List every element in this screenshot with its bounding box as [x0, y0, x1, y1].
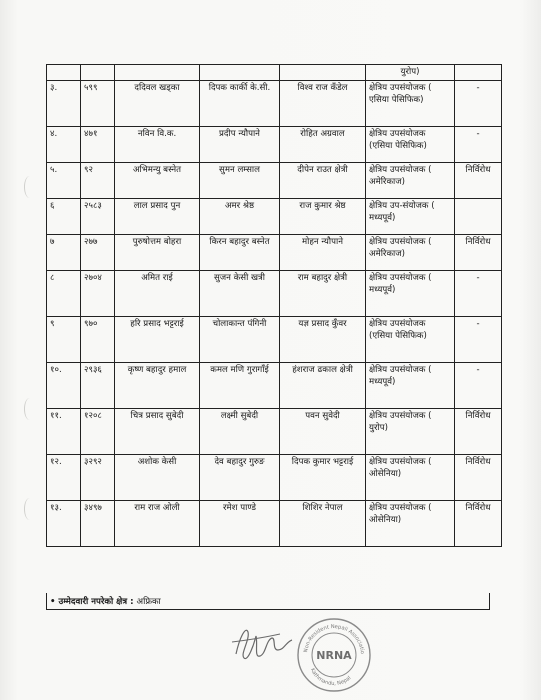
table-row	[47, 81, 502, 127]
cell-candidate-name: राम राज ओली	[115, 501, 200, 547]
cell-candidate-name: हरि प्रसाद भट्टराई	[115, 317, 200, 363]
table-row	[47, 163, 502, 199]
cell-seconder: पवन सुवेदी	[280, 409, 366, 455]
cell-proposer: चोलाकान्त पंगिनी	[200, 317, 280, 363]
cell-proposer: लक्ष्मी सुबेदी	[200, 409, 280, 455]
cell-serial: ११.	[47, 409, 81, 455]
cell-candidate-name: लाल प्रसाद पुन	[115, 199, 200, 235]
cell-position: क्षेत्रिय उपसंयोजक ( मध्यपूर्व)	[366, 363, 455, 409]
cell-member-id: ३२९२	[81, 455, 115, 501]
cell-status	[455, 199, 502, 235]
footnote	[46, 593, 490, 610]
cell-position: क्षेत्रिय उपसंयोजक ( अमेरिकाज)	[366, 163, 455, 199]
cell-member-id: २५८३	[81, 199, 115, 235]
cell-seconder: विश्व राज कँडेल	[280, 81, 366, 127]
cell-member-id: २७०४	[81, 271, 115, 317]
cell-member-id: ९७०	[81, 317, 115, 363]
cell-candidate-name: चित्र प्रसाद सुबेदी	[115, 409, 200, 455]
cell-candidate-name: ददिवल खड्का	[115, 81, 200, 127]
cell-member-id: ५९९	[81, 81, 115, 127]
cell-proposer: प्रदीप न्यौपाने	[200, 127, 280, 163]
cell-member-id: ४७१	[81, 127, 115, 163]
cell-seconder: राज कुमार श्रेष्ठ	[280, 199, 366, 235]
cell-seconder: शिशिर नेपाल	[280, 501, 366, 547]
cell-candidate-name: पुरुषोत्तम बोहरा	[115, 235, 200, 271]
cell-candidate-name: अभिमन्यु बस्नेत	[115, 163, 200, 199]
stamp-ring-top: Non-Resident Nepali Associatio	[303, 623, 366, 655]
cell-serial: ६	[47, 199, 81, 235]
cell-member-id: ३४९७	[81, 501, 115, 547]
table-row	[47, 271, 502, 317]
cell-candidate-name: अमित राई	[115, 271, 200, 317]
cell-member-id: ९२	[81, 163, 115, 199]
cell-proposer: रमेश पाण्डे	[200, 501, 280, 547]
table-row	[47, 409, 502, 455]
cell-proposer: सुजन केसी खत्री	[200, 271, 280, 317]
cell-position: युरोप)	[366, 65, 455, 81]
cell-position: क्षेत्रिय उपसंयोजक ( युरोप)	[366, 409, 455, 455]
table-row	[47, 317, 502, 363]
cell-serial: १३.	[47, 501, 81, 547]
cell-seconder: हंशराज ढकाल क्षेत्री	[280, 363, 366, 409]
cell-seconder: रोहित अग्रवाल	[280, 127, 366, 163]
cell-status: -	[455, 363, 502, 409]
punch-hole	[24, 498, 35, 520]
cell-position: क्षेत्रिय उपसंयोजक ( एसिया पेसिफिक)	[366, 81, 455, 127]
cell-serial: ७	[47, 235, 81, 271]
punch-hole	[24, 398, 35, 420]
punch-hole	[24, 176, 35, 198]
cell-position: क्षेत्रिय उपसंयोजक ( अमेरिकाज)	[366, 235, 455, 271]
cell-serial: ४.	[47, 127, 81, 163]
cell-seconder: राम बहादुर क्षेत्री	[280, 271, 366, 317]
cell-status: निर्विरोध	[455, 455, 502, 501]
table-row	[47, 363, 502, 409]
candidate-table	[46, 64, 502, 547]
cell-serial: १०.	[47, 363, 81, 409]
cell-candidate-name: कृष्ण बहादुर हमाल	[115, 363, 200, 409]
cell-member-id: २७७	[81, 235, 115, 271]
stamp-ring-bottom: Kathmandu, Nepal	[308, 667, 353, 688]
cell-seconder: मोहन न्यौपाने	[280, 235, 366, 271]
cell-position: क्षेत्रिय उप-संयोजक ( मध्यपूर्व)	[366, 199, 455, 235]
cell-proposer: अमर श्रेष्ठ	[200, 199, 280, 235]
cell-position: क्षेत्रिय उपसंयोजक (एसिया पेसिफिक)	[366, 127, 455, 163]
cell-position: क्षेत्रिय उपसंयोजक ( ओसेनिया)	[366, 501, 455, 547]
cell-proposer: कमल मणि गुरागाँई	[200, 363, 280, 409]
cell-seconder: दिपक कुमार भट्टराई	[280, 455, 366, 501]
table-row	[47, 127, 502, 163]
cell-member-id: २९३६	[81, 363, 115, 409]
table-row	[47, 501, 502, 547]
cell-serial: ९	[47, 317, 81, 363]
footnote-label: • उम्मेदवारी नपरेको क्षेत्र :	[50, 597, 134, 607]
cell-status: -	[455, 317, 502, 363]
table-row	[47, 65, 502, 81]
cell-candidate-name: अशोक केसी	[115, 455, 200, 501]
cell-status: निर्विरोध	[455, 163, 502, 199]
cell-serial: ३.	[47, 81, 81, 127]
cell-member-id: १२०८	[81, 409, 115, 455]
cell-proposer: दिपक कार्की के.सी.	[200, 81, 280, 127]
cell-serial: ५.	[47, 163, 81, 199]
cell-proposer: देव बहादुर गुरुङ	[200, 455, 280, 501]
table-row	[47, 235, 502, 271]
cell-position: क्षेत्रिय उपसंयोजक ( मध्यपूर्व)	[366, 271, 455, 317]
table-row	[47, 199, 502, 235]
cell-status: निर्विरोध	[455, 235, 502, 271]
cell-serial: ८	[47, 271, 81, 317]
cell-serial: १२.	[47, 455, 81, 501]
cell-status: निर्विरोध	[455, 409, 502, 455]
stamp-center: NRNA	[316, 649, 352, 662]
cell-seconder: यज्ञ प्रसाद कुँवर	[280, 317, 366, 363]
signature-image	[228, 614, 298, 669]
organization-stamp	[295, 616, 373, 694]
cell-proposer: सुमन लम्साल	[200, 163, 280, 199]
cell-candidate-name: नविन वि.क.	[115, 127, 200, 163]
footnote-value: अफ्रिका	[136, 597, 161, 607]
cell-position: क्षेत्रिय उपसंयोजक (एसिया पेसिफिक)	[366, 317, 455, 363]
cell-status: -	[455, 271, 502, 317]
cell-status: -	[455, 81, 502, 127]
cell-proposer: किरन बहादुर बस्नेत	[200, 235, 280, 271]
cell-status: -	[455, 127, 502, 163]
table-row	[47, 455, 502, 501]
cell-seconder: दीपेन राउत क्षेत्री	[280, 163, 366, 199]
cell-status: निर्विरोध	[455, 501, 502, 547]
svg-text:Kathmandu, Nepal	[309, 667, 352, 687]
cell-position: क्षेत्रिय उपसंयोजक ( ओसेनिया)	[366, 455, 455, 501]
